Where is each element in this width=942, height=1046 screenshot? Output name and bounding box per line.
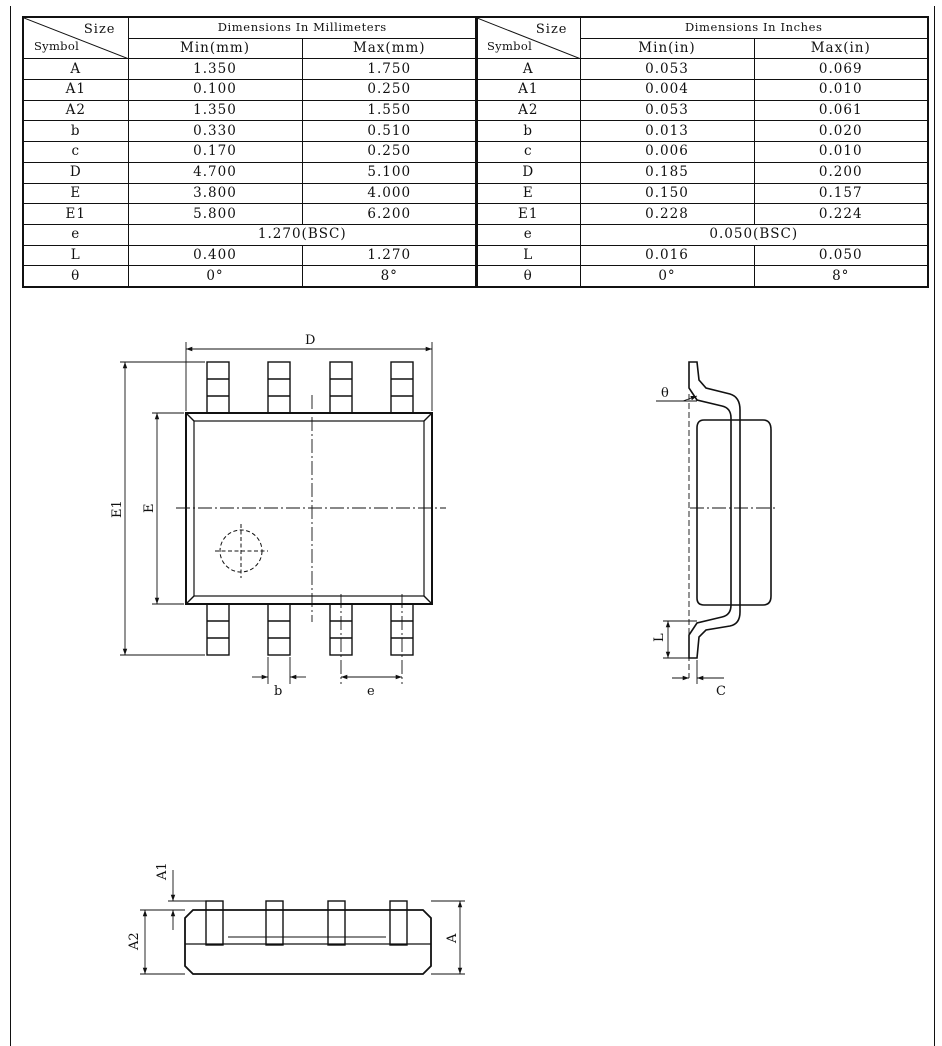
label-C: C — [716, 684, 726, 699]
symbol-cell: E — [23, 183, 128, 204]
symbol-cell: L — [476, 245, 580, 266]
min-value-cell: 0.228 — [580, 204, 754, 225]
max-value-cell: 0.200 — [754, 162, 928, 183]
max-value-cell: 0.250 — [302, 142, 477, 163]
min-value-cell: 0.170 — [128, 142, 302, 163]
max-value-cell: 5.100 — [302, 162, 477, 183]
symbol-cell: A — [23, 59, 128, 80]
symbol-label: Symbol — [487, 39, 533, 54]
inch-min-header: Min(in) — [580, 38, 754, 59]
inch-max-header: Max(in) — [754, 38, 928, 59]
label-E: E — [142, 503, 157, 513]
symbol-cell: θ — [23, 266, 128, 287]
top-view — [120, 342, 446, 684]
mm-max-header: Max(mm) — [302, 38, 477, 59]
max-value-cell: 0.069 — [754, 59, 928, 80]
symbol-label: Symbol — [34, 39, 80, 54]
max-value-cell: 0.224 — [754, 204, 928, 225]
symbol-cell: D — [23, 162, 128, 183]
bottom-leads — [207, 604, 413, 655]
symbol-cell: L — [23, 245, 128, 266]
size-label: Size — [83, 22, 116, 37]
min-value-cell: 0.150 — [580, 183, 754, 204]
pin1-marker — [215, 524, 268, 578]
symbol-cell: b — [476, 121, 580, 142]
label-A1: A1 — [155, 862, 170, 880]
max-value-cell: 0.050 — [754, 245, 928, 266]
label-A: A — [445, 933, 460, 943]
max-value-cell: 1.750 — [302, 59, 477, 80]
min-value-cell: 3.800 — [128, 183, 302, 204]
min-value-cell: 0° — [128, 266, 302, 287]
max-value-cell: 0.157 — [754, 183, 928, 204]
symbol-cell: E1 — [476, 204, 580, 225]
max-value-cell: 4.000 — [302, 183, 477, 204]
label-E1: E1 — [110, 500, 125, 518]
symbol-cell: A — [476, 59, 580, 80]
min-value-cell: 0.400 — [128, 245, 302, 266]
max-value-cell: 8° — [754, 266, 928, 287]
max-value-cell: 1.550 — [302, 100, 477, 121]
front-body-outline — [185, 910, 431, 974]
min-value-cell: 4.700 — [128, 162, 302, 183]
max-value-cell: 0.250 — [302, 80, 477, 101]
label-L: L — [652, 633, 667, 642]
symbol-cell: θ — [476, 266, 580, 287]
size-label: Size — [535, 22, 568, 37]
symbol-cell: A2 — [23, 100, 128, 121]
mm-header: Dimensions In Millimeters — [128, 17, 477, 38]
max-value-cell: 0.510 — [302, 121, 477, 142]
max-value-cell: 1.270 — [302, 245, 477, 266]
symbol-cell: e — [476, 224, 580, 245]
min-value-cell: 0.185 — [580, 162, 754, 183]
min-value-cell: 0.330 — [128, 121, 302, 142]
min-value-cell: 1.350 — [128, 59, 302, 80]
symbol-cell: c — [476, 142, 580, 163]
min-value-cell: 0.100 — [128, 80, 302, 101]
label-A2: A2 — [127, 932, 142, 950]
side-view — [656, 362, 776, 684]
package-body-inner — [194, 421, 424, 596]
front-view — [140, 870, 465, 974]
top-leads — [207, 362, 413, 413]
symbol-cell: D — [476, 162, 580, 183]
symbol-cell: b — [23, 121, 128, 142]
front-leads — [206, 901, 407, 945]
max-value-cell: 8° — [302, 266, 477, 287]
max-value-cell: 0.010 — [754, 142, 928, 163]
merged-value-cell: 0.050(BSC) — [580, 224, 928, 245]
min-value-cell: 0.004 — [580, 80, 754, 101]
min-value-cell: 1.350 — [128, 100, 302, 121]
inch-header: Dimensions In Inches — [580, 17, 928, 38]
max-value-cell: 6.200 — [302, 204, 477, 225]
symbol-cell: A2 — [476, 100, 580, 121]
symbol-cell: A1 — [476, 80, 580, 101]
min-value-cell: 0.016 — [580, 245, 754, 266]
max-value-cell: 0.061 — [754, 100, 928, 121]
label-D: D — [305, 333, 316, 348]
label-e: e — [367, 684, 375, 699]
symbol-cell: c — [23, 142, 128, 163]
min-value-cell: 5.800 — [128, 204, 302, 225]
mm-min-header: Min(mm) — [128, 38, 302, 59]
min-value-cell: 0.053 — [580, 100, 754, 121]
min-value-cell: 0.013 — [580, 121, 754, 142]
symbol-cell: E1 — [23, 204, 128, 225]
symbol-cell: A1 — [23, 80, 128, 101]
label-theta: θ — [661, 386, 669, 401]
min-value-cell: 0.053 — [580, 59, 754, 80]
max-value-cell: 0.010 — [754, 80, 928, 101]
max-value-cell: 0.020 — [754, 121, 928, 142]
package-body-outline — [186, 413, 432, 604]
merged-value-cell: 1.270(BSC) — [128, 224, 477, 245]
symbol-cell: e — [23, 224, 128, 245]
symbol-cell: E — [476, 183, 580, 204]
min-value-cell: 0° — [580, 266, 754, 287]
label-b: b — [274, 684, 283, 699]
min-value-cell: 0.006 — [580, 142, 754, 163]
side-body-outline — [697, 420, 771, 605]
